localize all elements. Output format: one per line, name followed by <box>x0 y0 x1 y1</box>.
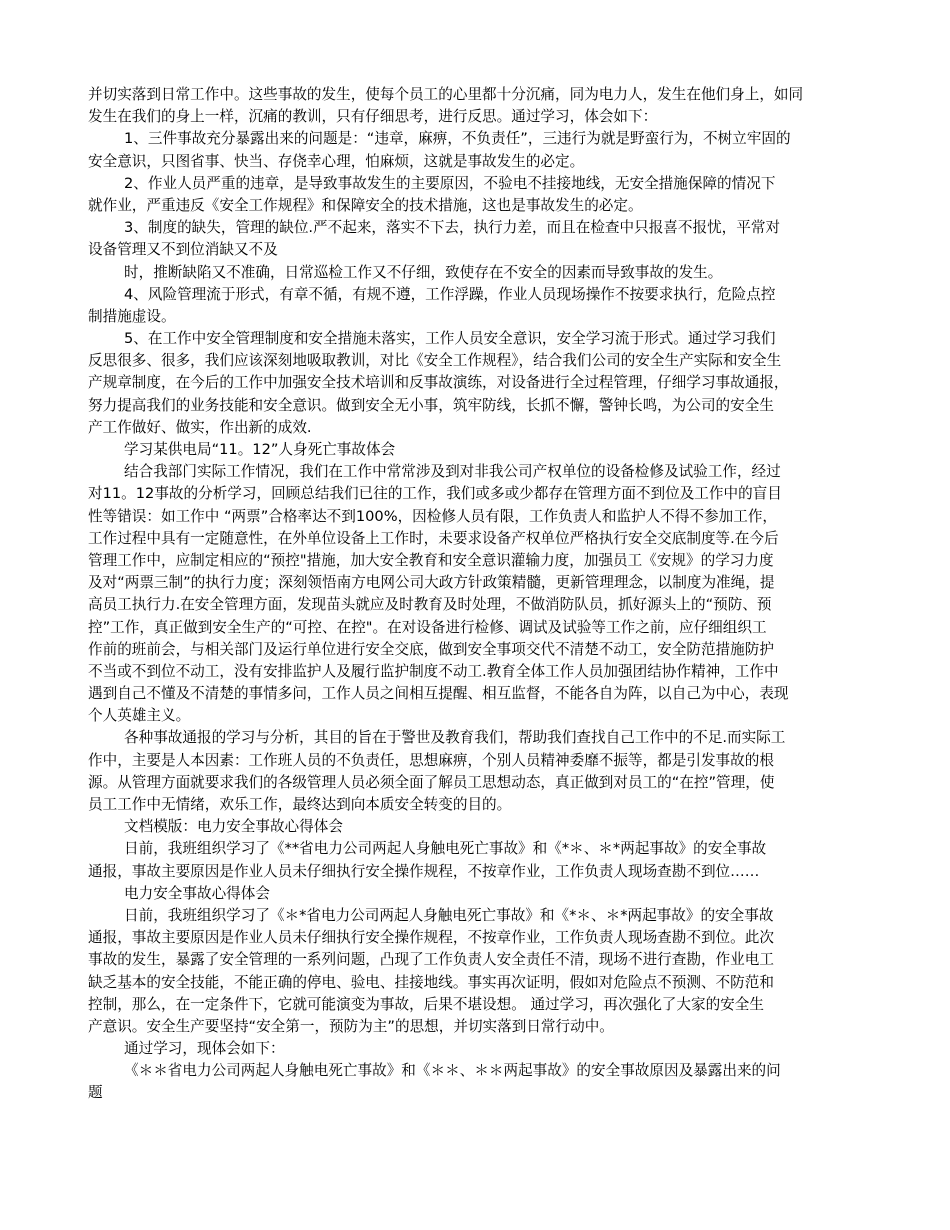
text-line: 就作业，严重违反《安全工作规程》和保障安全的技术措施，这也是事故发生的必定。 <box>88 196 643 214</box>
text-line: 5、在工作中安全管理制度和安全措施未落实，工作人员安全意识，安全学习流于形式。通过学习我们 <box>124 330 776 348</box>
text-line: 发生在我们的身上一样，沉痛的教训，只有仔细思考，进行反思。通过学习，体会如下： <box>88 108 658 126</box>
text-line: 个人英雄主义。 <box>88 707 191 725</box>
text-line: 并切实落到日常工作中。这些事故的发生，使每个员工的心里都十分沉痛，同为电力人，发生在他们身上，如同 <box>88 86 804 103</box>
text-line: 对11。12事故的分析学习，回顾总结我们已往的工作，我们或多或少都存在管理方面不到位及工作中的盲目 <box>88 485 782 503</box>
text-line: 产意识。安全生产要坚持“安全第一，预防为主”的思想，并切实落到日常行动中。 <box>88 1017 614 1035</box>
text-line: 作中，主要是人本因素：工作班人员的不负责任，思想麻痹，个别人员精神委靡不振等，都是引发事故的根 <box>88 751 774 769</box>
text-line: 时，推断缺陷又不准确，日常巡检工作又不仔细，致使存在不安全的因素而导致事故的发生。 <box>124 263 723 281</box>
text-line: 日前，我班组织学习了《**省电力公司两起人身触电死亡事故》和《*＊、＊*两起事故》的安全事故 <box>124 840 767 858</box>
text-line: 源。从管理方面就要求我们的各级管理人员必须全面了解员工思想动态，真正做到对员工的“在控”管理，使 <box>88 773 775 791</box>
text-line: 4、风险管理流于形式，有章不循，有规不遵，工作浮躁，作业人员现场操作不按要求执行，危险点控 <box>124 285 776 303</box>
text-line: 学习某供电局“11。12”人身死亡事故体会 <box>124 441 396 458</box>
text-line: 缺乏基本的安全技能，不能正确的停电、验电、挂接地线。事实再次证明，假如对危险点不预测、不防范和 <box>88 973 774 991</box>
text-line: 电力安全事故心得体会 <box>124 884 270 902</box>
text-line: 日前，我班组织学习了《＊*省电力公司两起人身触电死亡事故》和《*＊、＊*两起事故》的安全事故 <box>124 906 774 924</box>
text-line: 2、作业人员严重的违章，是导致事故发生的主要原因，不验电不挂接地线，无安全措施保障的情况下 <box>124 174 776 192</box>
text-line: 事故的发生，暴露了安全管理的一系列问题，凸现了工作负责人安全责任不清，现场不进行查勘，作业电工 <box>88 951 774 969</box>
text-line: 1、三件事故充分暴露出来的问题是：“违章，麻痹，不负责任”，三违行为就是野蛮行为，不树立牢固的 <box>124 130 791 148</box>
text-line: 各种事故通报的学习与分析，其目的旨在于警世及教育我们，帮助我们查找自己工作中的不足.而实际工 <box>124 729 786 747</box>
text-line: 作前的班前会，与相关部门及运行单位进行安全交底，做到安全事项交代不清楚不动工，安全防范措施防护 <box>88 640 774 658</box>
document-body <box>88 84 862 1105</box>
text-line: 3、制度的缺失，管理的缺位.严不起来，落实不下去，执行力差，而且在检查中只报喜不报忧，平常对 <box>124 219 781 237</box>
text-line: 控”工作，真正做到安全生产的“可控、在控"。在对设备进行检修、调试及试验等工作之前，应仔细组织工 <box>88 618 767 636</box>
text-line: 管理工作中，应制定相应的“预控"措施，加大安全教育和安全意识灌输力度，加强员工《安规》的学习力度 <box>88 551 774 569</box>
text-line: 遇到自己不懂及不清楚的事情多问，工作人员之间相互提醒、相互监督，不能各自为阵，以自己为中心，表现 <box>88 685 789 703</box>
text-line: 通报，事故主要原因是作业人员未仔细执行安全操作规程，不按章作业，工作负责人现场查勘不到位。此次 <box>88 929 774 947</box>
text-line: 安全意识，只图省事、快当、存侥幸心理，怕麻烦，这就是事故发生的必定。 <box>88 152 585 170</box>
text-line: 通过学习，现体会如下： <box>124 1040 285 1058</box>
text-line: 性等错误：如工作中 “两票”合格率达不到100%，因检修人员有限，工作负责人和监护人不得不参加工作， <box>88 507 778 525</box>
text-line: 通报，事故主要原因是作业人员未仔细执行安全操作规程，不按章作业，工作负责人现场查勘不到位…… <box>88 862 760 880</box>
text-line: 结合我部门实际工作情况，我们在工作中常常涉及到对非我公司产权单位的设备检修及试验工作，经过 <box>124 463 781 481</box>
text-line: 高员工执行力.在安全管理方面，发现苗头就应及时教育及时处理，不做消防队员，抓好源头上的“预防、预 <box>88 596 772 614</box>
text-line: 设备管理又不到位消缺又不及 <box>88 241 278 259</box>
text-line: 制措施虚设。 <box>88 307 176 325</box>
text-line: 不当或不到位不动工，没有安排监护人及履行监护制度不动工.教育全体工作人员加强团结协作精神，工作中 <box>88 662 779 680</box>
text-line: 《＊＊省电力公司两起人身触电死亡事故》和《＊＊、＊＊两起事故》的安全事故原因及暴露出来的问 <box>124 1062 781 1080</box>
text-line: 控制，那么，在一定条件下，它就可能演变为事故，后果不堪设想。 通过学习，再次强化了大家的安全生 <box>88 995 764 1013</box>
text-line: 反思很多、很多，我们应该深刻地吸取教训，对比《安全工作规程》，结合我们公司的安全生产实际和安全生 <box>88 352 782 370</box>
text-line: 产工作做好、做实，作出新的成效. <box>88 418 312 436</box>
text-line: 及对“两票三制”的执行力度；深刻领悟南方电网公司大政方针政策精髓，更新管理理念，以制度为准绳，提 <box>88 574 775 592</box>
text-line: 工作过程中具有一定随意性，在外单位设备上工作时，未要求设备产权单位严格执行安全交底制度等.在今后 <box>88 529 779 547</box>
text-line: 题 <box>88 1084 103 1102</box>
text-line: 努力提高我们的业务技能和安全意识。做到安全无小事，筑牢防线，长抓不懈，警钟长鸣，为公司的安全生 <box>88 396 774 414</box>
text-line: 员工工作中无情绪，欢乐工作，最终达到向本质安全转变的目的。 <box>88 796 512 813</box>
text-line: 产规章制度，在今后的工作中加强安全技术培训和反事故演练，对设备进行全过程管理，仔细学习事故通报， <box>88 374 789 392</box>
text-line: 文档模版：电力安全事故心得体会 <box>124 818 343 836</box>
